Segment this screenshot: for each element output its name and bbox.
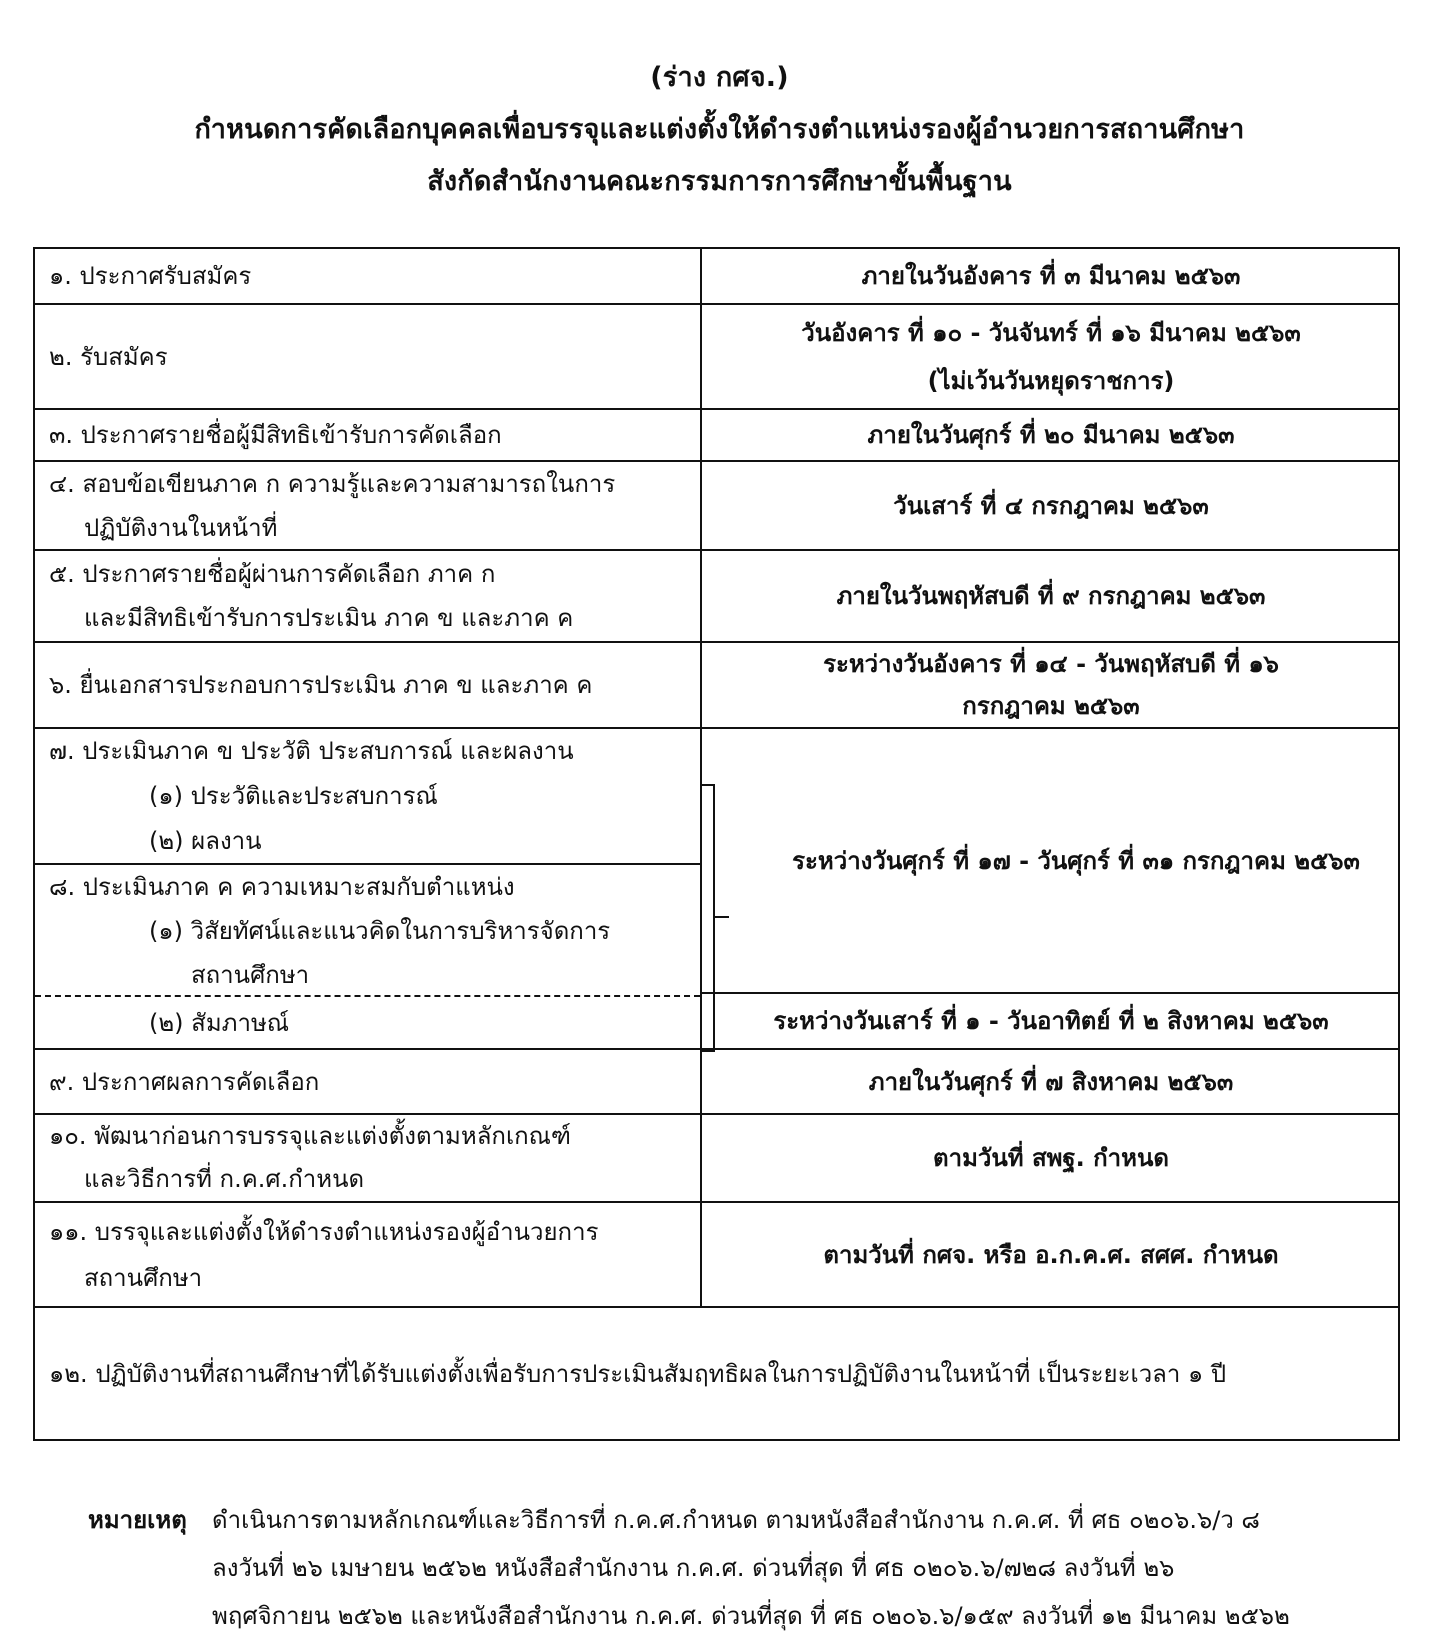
activity-cell [35,551,700,641]
activity-cell [35,462,700,549]
group-bracket [700,784,715,1052]
activity-cell [35,729,700,863]
date-2: วันอังคาร ที่ ๑๐ - วันจันทร์ ที่ ๑๖ มีนาคม ๒๕๖๓ [801,318,1301,347]
group-bracket-tick [715,916,729,918]
date-cell [702,462,1400,549]
document-header [0,52,1439,208]
activity-8: ๘. ประเมินภาค ค ความเหมาะสมกับตำแหน่ง [49,873,515,901]
date-cell [702,305,1400,408]
activity-cell [35,865,700,995]
date-cell [702,1115,1400,1201]
activity-12: ๑๒. ปฏิบัติงานที่สถานศึกษาที่ได้รับแต่งตั้งเพื่อรับการประเมินสัมฤทธิผลในการปฏิบัติงานในหน้าที่ เป็นระยะเวลา ๑ ปี [49,1359,1227,1388]
activity-10-cont: และวิธีการที่ ก.ค.ศ.กำหนด [84,1165,365,1193]
date-8-sub-2: ระหว่างวันเสาร์ ที่ ๑ - วันอาทิตย์ ที่ ๒ สิงหาคม ๒๕๖๓ [773,1007,1329,1035]
activity-4: ๔. สอบข้อเขียนภาค ก ความรู้และความสามารถในการ [49,469,616,498]
activity-cell [35,249,700,303]
activity-6: ๖. ยื่นเอกสารประกอบการประเมิน ภาค ข และภาค ค [49,671,593,699]
date-2-note: (ไม่เว้นวันหยุดราชการ) [927,366,1175,395]
date-cell [702,729,1400,992]
date-cell [702,249,1400,303]
activity-cell [35,1203,700,1306]
document-subtitle: สังกัดสำนักงานคณะกรรมการการศึกษาขั้นพื้นฐาน [427,166,1012,197]
date-4: วันเสาร์ ที่ ๔ กรกฎาคม ๒๕๖๓ [893,491,1209,520]
date-6-cont: กรกฎาคม ๒๕๖๓ [962,692,1140,720]
activity-7-sub-1: (๑) ประวัติและประสบการณ์ [149,782,438,810]
activity-4-cont: ปฏิบัติงานในหน้าที่ [84,513,278,542]
footnote [88,1496,1408,1640]
date-5: ภายในวันพฤหัสบดี ที่ ๙ กรกฎาคม ๒๕๖๓ [836,582,1266,610]
activity-2: ๒. รับสมัคร [49,342,168,371]
activity-7: ๗. ประเมินภาค ข ประวัติ ประสบการณ์ และผลงาน [49,737,574,765]
document-title: กำหนดการคัดเลือกบุคคลเพื่อบรรจุและแต่งตั้งให้ดำรงตำแหน่งรองผู้อำนวยการสถานศึกษา [194,114,1245,145]
activity-cell [35,305,700,408]
date-cell [702,994,1400,1048]
date-7-8: ระหว่างวันศุกร์ ที่ ๑๗ - วันศุกร์ ที่ ๓๑ กรกฎาคม ๒๕๖๓ [792,846,1360,875]
activity-11: ๑๑. บรรจุและแต่งตั้งให้ดำรงตำแหน่งรองผู้อำนวยการ [49,1217,599,1246]
schedule-table [33,247,1400,1441]
activity-cell [35,1050,700,1113]
activity-8-sub-1: (๑) วิสัยทัศน์และแนวคิดในการบริหารจัดการ [149,917,611,945]
date-10: ตามวันที่ สพฐ. กำหนด [933,1144,1169,1172]
date-cell [702,1050,1400,1113]
date-9: ภายในวันศุกร์ ที่ ๗ สิงหาคม ๒๕๖๓ [868,1067,1234,1096]
activity-cell [35,997,700,1048]
activity-cell [35,1115,700,1201]
activity-8-sub-2: (๒) สัมภาษณ์ [149,1008,290,1037]
activity-cell-full [35,1308,1398,1439]
activity-5: ๕. ประกาศรายชื่อผู้ผ่านการคัดเลือก ภาค ก [49,560,496,588]
date-cell [702,551,1400,641]
activity-5-cont: และมีสิทธิเข้ารับการประเมิน ภาค ข และภาค ค [84,604,574,632]
activity-cell [35,643,700,727]
footnote-line-1: ดำเนินการตามหลักเกณฑ์และวิธีการที่ ก.ค.ศ.กำหนด ตามหนังสือสำนักงาน ก.ค.ศ. ที่ ศธ ๐๒๐๖.๖/ว ๘ [212,1506,1260,1534]
date-11: ตามวันที่ กศจ. หรือ อ.ก.ค.ศ. สศศ. กำหนด [823,1240,1279,1269]
activity-cell [35,410,700,460]
draft-label: (ร่าง กศจ.) [650,62,789,93]
footnote-line-2: ลงวันที่ ๒๖ เมษายน ๒๕๖๒ หนังสือสำนักงาน ก.ค.ศ. ด่วนที่สุด ที่ ศธ ๐๒๐๖.๖/๗๒๘ ลงวันที่ ๒๖ [212,1554,1175,1582]
activity-1: ๑. ประกาศรับสมัคร [49,262,252,290]
activity-9: ๙. ประกาศผลการคัดเลือก [49,1067,320,1096]
activity-7-sub-2: (๒) ผลงาน [149,827,262,855]
date-cell [702,1203,1400,1306]
date-cell [702,410,1400,460]
date-3: ภายในวันศุกร์ ที่ ๒๐ มีนาคม ๒๕๖๓ [867,421,1235,449]
activity-3: ๓. ประกาศรายชื่อผู้มีสิทธิเข้ารับการคัดเลือก [49,421,502,449]
footnote-label: หมายเหตุ [88,1506,187,1534]
activity-10: ๑๐. พัฒนาก่อนการบรรจุและแต่งตั้งตามหลักเกณฑ์ [49,1122,571,1150]
activity-8-sub-1-cont: สถานศึกษา [191,961,310,989]
date-cell [702,643,1400,727]
date-6: ระหว่างวันอังคาร ที่ ๑๔ - วันพฤหัสบดี ที่ ๑๖ [823,650,1279,678]
activity-11-cont: สถานศึกษา [84,1263,203,1292]
footnote-line-3: พฤศจิกายน ๒๕๖๒ และหนังสือสำนักงาน ก.ค.ศ. ด่วนที่สุด ที่ ศธ ๐๒๐๖.๖/๑๕๙ ลงวันที่ ๑๒ มีนาคม ๒๕๖๒ [212,1602,1290,1630]
date-1: ภายในวันอังคาร ที่ ๓ มีนาคม ๒๕๖๓ [861,262,1241,290]
